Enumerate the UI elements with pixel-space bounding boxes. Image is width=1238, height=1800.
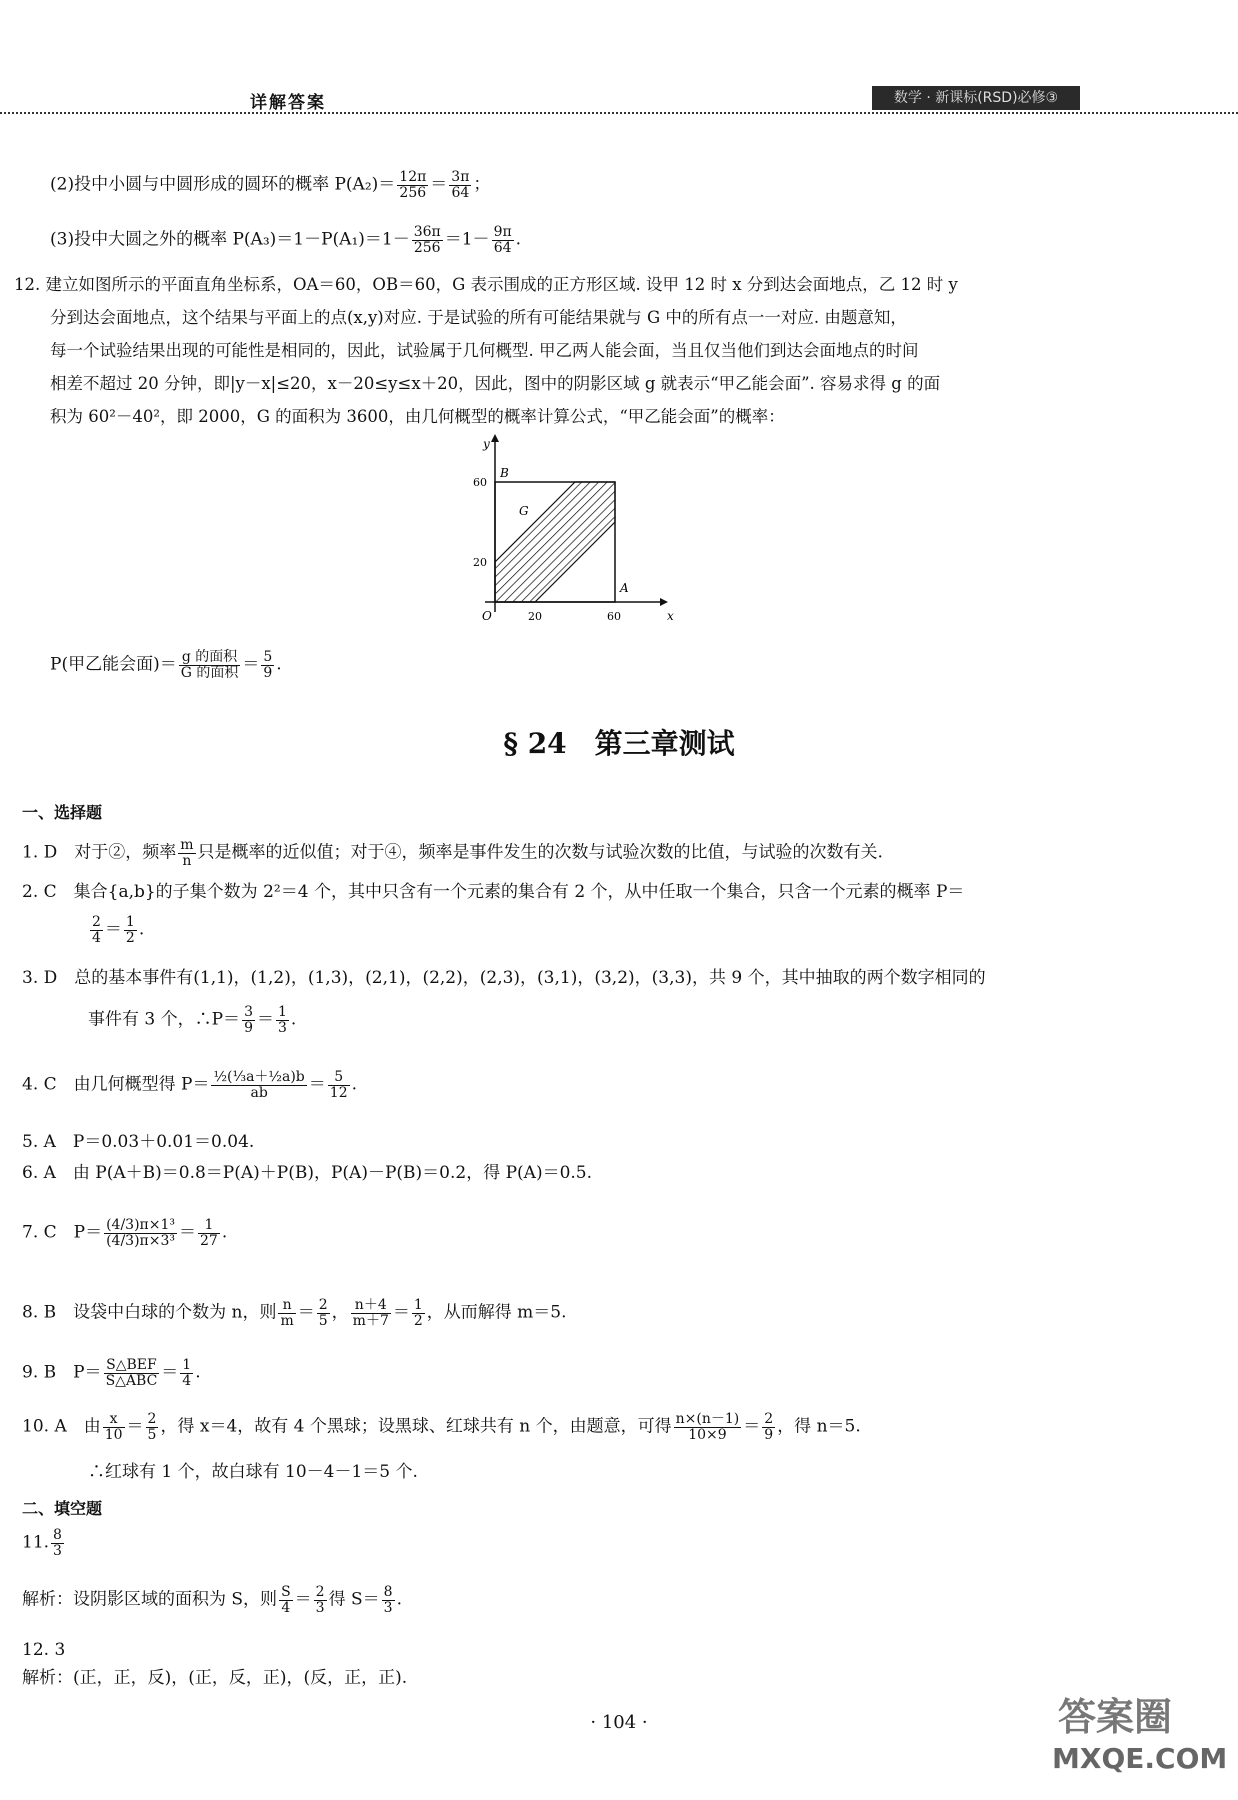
section-choice: 一、选择题	[22, 803, 103, 822]
fraction: $\frac{n}{m}$	[280, 1297, 294, 1329]
answer-10-line-2: ∴红球有 1 个，故白球有 10－4－1＝5 个.	[88, 1462, 418, 1482]
answer-7: 7. C P＝ $\frac{\text{(4/3)π×1³}}{\text{(4/3)π×3³}}$ ＝ $\frac{1}{27}$ .	[22, 1217, 228, 1249]
fraction: $\frac{m}{n}$	[180, 837, 194, 869]
origin-label: O	[482, 609, 492, 623]
q12-line-4: 相差不超过 20 分钟，即|y－x|≤20，x－20≤y≤x＋20，因此，图中的阴影区域 g 就表示“甲乙能会面”. 容易求得 g 的面	[50, 374, 941, 393]
fraction: $\frac{1}{2}$	[125, 914, 135, 946]
answer-9: 9. B P＝ $\frac{\text{S△BEF}}{\text{S△ABC}}$ ＝ $\frac{1}{4}$ .	[22, 1357, 201, 1389]
fraction: $\frac{2}{5}$	[147, 1411, 157, 1443]
q12-line-5: 积为 60²－40²，即 2000，G 的面积为 3600，由几何概型的概率计算公式，“甲乙能会面”的概率：	[50, 407, 785, 426]
answer-11: 11. $\frac{8}{3}$	[22, 1527, 62, 1559]
region-G-label: G	[519, 504, 529, 518]
answer-12-solution: 解析：(正，正，反)，(正，反，正)，(反，正，正).	[22, 1668, 408, 1688]
tick-y-20: 20	[473, 556, 487, 569]
answer-5: 5. A P＝0.03＋0.01＝0.04.	[22, 1132, 255, 1152]
answer-10: 10. A 由 $\frac{x}{10}$ ＝ $\frac{2}{5}$ ，得 x＝4，故有 4 个黑球；设黑球、红球共有 n 个，由题意，可得 $\frac{n\times(n-1)}{10\times 9}$ ＝ $\frac{2}{9}$ ，得 n＝5.	[22, 1411, 861, 1443]
fraction: $\frac{36\pi}{256}$	[413, 224, 441, 256]
tick-y-60: 60	[473, 476, 487, 489]
answer-line-3: (3)投中大圆之外的概率 P(A₃)＝1－P(A₁)＝1－ $\frac{36\pi}{256}$ ＝1－ $\frac{9\pi}{64}$ .	[50, 224, 522, 256]
fraction: $\frac{8}{3}$	[53, 1527, 62, 1559]
fraction: $\frac{x}{10}$	[104, 1411, 123, 1443]
tick-x-60: 60	[607, 610, 621, 623]
q12-probability: P(甲乙能会面)＝ $\frac{\text{g 的面积}}{\text{G 的面积}}$ ＝ $\frac{5}{9}$ .	[50, 649, 282, 681]
fraction: $\frac{\text{S△BEF}}{\text{S△ABC}}$	[105, 1357, 158, 1389]
header-title: 详解答案	[250, 93, 326, 113]
answer-3-line-2: 事件有 3 个，∴P＝ $\frac{3}{9}$ ＝ $\frac{1}{3}$ .	[88, 1004, 297, 1036]
meeting-region-graph	[455, 430, 675, 630]
section-fill: 二、填空题	[22, 1499, 103, 1518]
fraction: $\frac{9\pi}{64}$	[493, 224, 512, 256]
point-A-label: A	[620, 581, 629, 595]
fraction: $\frac{2}{5}$	[318, 1297, 328, 1329]
fraction: $\frac{2}{4}$	[92, 914, 101, 946]
fraction: $\frac{3}{9}$	[244, 1004, 253, 1036]
chapter-title: § 24 第三章测试	[503, 727, 735, 760]
q12-line-1: 12. 建立如图所示的平面直角坐标系，OA＝60，OB＝60，G 表示围成的正方形区域. 设甲 12 时 x 分到达会面地点，乙 12 时 y	[14, 275, 958, 294]
fraction: $\frac{5}{9}$	[263, 649, 273, 681]
fraction: $\frac{3\pi}{64}$	[451, 169, 470, 201]
q12-line-3: 每一个试验结果出现的可能性是相同的，因此，试验属于几何概型. 甲乙两人能会面，当且仅当他们到达会面地点的时间	[50, 341, 919, 360]
tick-x-20: 20	[528, 610, 542, 623]
answer-3-line-1: 3. D 总的基本事件有(1,1)，(1,2)，(1,3)，(2,1)，(2,2)，(2,3)，(3,1)，(3,2)，(3,3)，共 9 个，其中抽取的两个数字相同的	[22, 968, 986, 988]
answer-12: 12. 3	[22, 1640, 66, 1660]
fraction: $\frac{1}{3}$	[277, 1004, 287, 1036]
answer-11-solution: 解析：设阴影区域的面积为 S，则 $\frac{S}{4}$ ＝ $\frac{2}{3}$ 得 S＝ $\frac{8}{3}$ .	[22, 1584, 402, 1616]
fraction: $\frac{1}{4}$	[182, 1357, 192, 1389]
fraction: $\frac{n\times(n-1)}{10\times 9}$	[675, 1411, 740, 1443]
answer-4: 4. C 由几何概型得 P＝ $\frac{\text{½(⅓a＋½a)b}}{ab}$ ＝ $\frac{5}{12}$ .	[22, 1069, 358, 1101]
fraction: $\frac{S}{4}$	[281, 1584, 291, 1616]
page-number: · 104 ·	[590, 1712, 648, 1733]
watermark-logo: 答案圈	[1058, 1695, 1173, 1739]
fraction: $\frac{8}{3}$	[383, 1584, 393, 1616]
fraction: $\frac{\text{(4/3)π×1³}}{\text{(4/3)π×3³}}$	[106, 1217, 175, 1249]
point-B-label: B	[500, 466, 509, 480]
answer-2-line-1: 2. C 集合{a,b}的子集个数为 2²＝4 个，其中只含有一个元素的集合有 2 个，从中任取一个集合，只含一个元素的概率 P＝	[22, 882, 965, 902]
q12-line-2: 分到达会面地点，这个结果与平面上的点(x,y)对应. 于是试验的所有可能结果就与 G 中的所有点一一对应. 由题意知，	[50, 308, 907, 327]
answer-6: 6. A 由 P(A＋B)＝0.8＝P(A)＋P(B)，P(A)－P(B)＝0.2，得 P(A)＝0.5.	[22, 1163, 593, 1183]
watermark-url: MXQE.COM	[1052, 1742, 1228, 1775]
answer-line-2: (2)投中小圆与中圆形成的圆环的概率 P(A₂)＝ $\frac{12\pi}{256}$ ＝ $\frac{3\pi}{64}$ ；	[50, 169, 491, 201]
fraction: $\frac{n+4}{m+7}$	[352, 1297, 389, 1329]
answer-1: 1. D 对于②，频率 $\frac{m}{n}$ 只是概率的近似值；对于④，频率是事件发生的次数与试验次数的比值，与试验的次数有关.	[22, 837, 883, 869]
answer-8: 8. B 设袋中白球的个数为 n，则 $\frac{n}{m}$ ＝ $\frac{2}{5}$ ， $\frac{n+4}{m+7}$ ＝ $\frac{1}{2}$ ，从而解得 m＝5.	[22, 1297, 567, 1329]
fraction: $\frac{5}{12}$	[329, 1069, 348, 1101]
fraction: $\frac{2}{9}$	[764, 1411, 774, 1443]
fraction: $\frac{1}{27}$	[199, 1217, 218, 1249]
fraction: $\frac{2}{3}$	[315, 1584, 325, 1616]
header-divider	[0, 112, 1238, 114]
fraction: $\frac{12\pi}{256}$	[399, 169, 427, 201]
x-axis-label: x	[667, 609, 674, 623]
answer-2-line-2: $\frac{2}{4}$ ＝ $\frac{1}{2}$ .	[92, 914, 145, 946]
y-axis-label: y	[483, 437, 490, 451]
fraction: $\frac{\text{g 的面积}}{\text{G 的面积}}$	[180, 649, 239, 681]
fraction: $\frac{1}{2}$	[413, 1297, 423, 1329]
fraction: $\frac{\text{½(⅓a＋½a)b}}{ab}$	[213, 1069, 305, 1101]
shaded-region-g	[495, 482, 615, 602]
header-tag: 数学 · 新课标(RSD)必修③	[872, 86, 1080, 110]
